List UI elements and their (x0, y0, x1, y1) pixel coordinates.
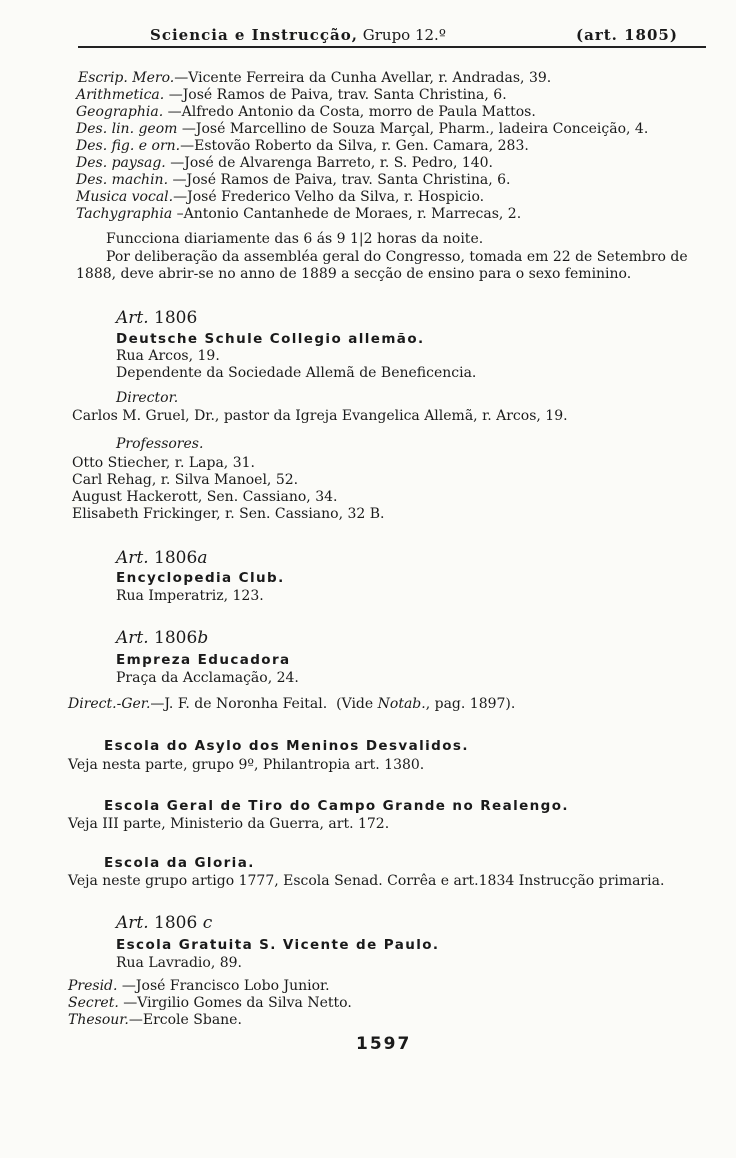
subject-name: Des. machin. (76, 172, 169, 188)
officer-entry (68, 1012, 242, 1029)
subject-row (76, 104, 536, 121)
article-heading (116, 628, 208, 648)
art-suffix: c (197, 913, 213, 933)
subject-name: Arithmetica. (76, 87, 165, 103)
subject-name: Tachygraphia (76, 206, 173, 222)
institution-name: Escola da Gloria. (104, 855, 255, 871)
subject-teacher: –Antonio Cantanhede de Moraes, r. Marrecas, 2. (172, 206, 522, 222)
institution-name: Deutsche Schule Collegio allemão. (116, 331, 425, 347)
art-label: Art. (116, 913, 149, 933)
director-label: Direct.-Ger. (68, 696, 151, 712)
page-header (150, 26, 446, 44)
subject-row (76, 138, 529, 155)
institution-name: Escola Gratuita S. Vicente de Paulo. (116, 937, 440, 953)
officer-entry (68, 978, 330, 995)
subject-row (76, 206, 521, 223)
art-label: Art. (116, 628, 149, 648)
professor-entry: Otto Stiecher, r. Lapa, 31. (72, 455, 255, 471)
subject-name: Des. fig. e orn. (76, 138, 181, 154)
subject-name: Des. paysag. (76, 155, 166, 171)
director-label: Director. (116, 390, 179, 406)
header-group: Grupo 12.º (357, 26, 446, 44)
subject-name: Geographia. (76, 104, 164, 120)
officer-role: Secret. (68, 995, 119, 1011)
deliberation-note-line1: Por deliberação da assembléa geral do Congresso, tomada em 22 de Setembro de (106, 249, 688, 265)
director-entry: Carlos M. Gruel, Dr., pastor da Igreja Evangelica Allemã, r. Arcos, 19. (72, 408, 568, 424)
cross-reference: Veja neste grupo artigo 1777, Escola Senad. Corrêa e art.1834 Instrucção primaria. (68, 873, 665, 889)
institution-name: Escola Geral de Tiro do Campo Grande no Realengo. (104, 798, 569, 814)
director-entry (68, 696, 515, 713)
cross-reference: Veja III parte, Ministerio da Guerra, art. 172. (68, 816, 390, 832)
art-label: Art. (116, 548, 149, 568)
article-heading (116, 548, 207, 568)
subject-row (76, 155, 493, 172)
subject-teacher: —José de Alvarenga Barreto, r. S. Pedro, 140. (170, 155, 494, 171)
cross-reference: Veja nesta parte, grupo 9º, Philantropia art. 1380. (68, 757, 425, 773)
art-suffix: a (197, 548, 208, 568)
subject-teacher: —José Ramos de Paiva, trav. Santa Christina, 6. (168, 87, 507, 103)
subject-name: Musica vocal. (76, 189, 174, 205)
institution-name: Empreza Educadora (116, 652, 291, 668)
professor-entry: August Hackerott, Sen. Cassiano, 34. (72, 489, 338, 505)
professor-entry: Carl Rehag, r. Silva Manoel, 52. (72, 472, 299, 488)
institution-name: Escola do Asylo dos Meninos Desvalidos. (104, 738, 469, 754)
schedule-note: Funcciona diariamente das 6 ás 9 1|2 horas da noite. (106, 231, 484, 247)
institution-address: Rua Lavradio, 89. (116, 955, 242, 971)
subject-teacher: —Alfredo Antonio da Costa, morro de Paula Mattos. (167, 104, 536, 120)
subject-row (76, 172, 510, 189)
art-number: 1806 (148, 308, 198, 328)
institution-note: Dependente da Sociedade Allemã de Beneficencia. (116, 365, 477, 381)
vide-ref: Notab. (377, 696, 426, 712)
art-suffix: b (197, 628, 209, 648)
page-number: 1597 (356, 1034, 412, 1054)
art-number: 1806 (148, 548, 198, 568)
vide-ref: , pag. 1897). (425, 696, 516, 712)
professor-entry: Elisabeth Frickinger, r. Sen. Cassiano, 32 B. (72, 506, 385, 522)
art-number: 1806 (148, 913, 198, 933)
deliberation-note-line2: 1888, deve abrir-se no anno de 1889 a secção de ensino para o sexo feminino. (76, 266, 632, 282)
institution-name: Encyclopedia Club. (116, 570, 285, 586)
officer-role: Thesour. (68, 1012, 129, 1028)
institution-address: Rua Imperatriz, 123. (116, 588, 264, 604)
institution-address: Rua Arcos, 19. (116, 348, 220, 364)
officer-name: —José Francisco Lobo Junior. (117, 978, 330, 994)
subject-row (76, 189, 484, 206)
subject-teacher: —Estovão Roberto da Silva, r. Gen. Camara, 283. (180, 138, 529, 154)
professors-label: Professores. (116, 436, 204, 452)
subject-teacher: —José Marcellino de Souza Marçal, Pharm., ladeira Conceição, 4. (181, 121, 649, 137)
officer-role: Presid. (68, 978, 118, 994)
officer-name: —Ercole Sbane. (128, 1012, 242, 1028)
officer-name: —Virgilio Gomes da Silva Netto. (118, 995, 352, 1011)
article-heading (116, 913, 212, 933)
article-heading (116, 308, 197, 328)
header-rule (78, 46, 706, 48)
header-title: Sciencia e Instrucção, (150, 26, 358, 44)
subject-row (78, 70, 551, 87)
art-number: 1806 (148, 628, 198, 648)
subject-teacher: —José Frederico Velho da Silva, r. Hospicio. (173, 189, 485, 205)
director-name: —J. F. de Noronha Feital. (150, 696, 328, 712)
institution-address: Praça da Acclamação, 24. (116, 670, 299, 686)
subject-teacher: —Vicente Ferreira da Cunha Avellar, r. Andradas, 39. (174, 70, 552, 86)
officer-entry (68, 995, 352, 1012)
subject-teacher: —José Ramos de Paiva, trav. Santa Christina, 6. (172, 172, 511, 188)
vide-ref: (Vide (336, 696, 378, 712)
subject-row (76, 87, 507, 104)
art-label: Art. (116, 308, 149, 328)
subject-row (76, 121, 648, 138)
subject-name: Des. lin. geom (76, 121, 178, 137)
subject-name: Escrip. Mero. (78, 70, 175, 86)
header-article-ref: (art. 1805) (576, 26, 678, 44)
